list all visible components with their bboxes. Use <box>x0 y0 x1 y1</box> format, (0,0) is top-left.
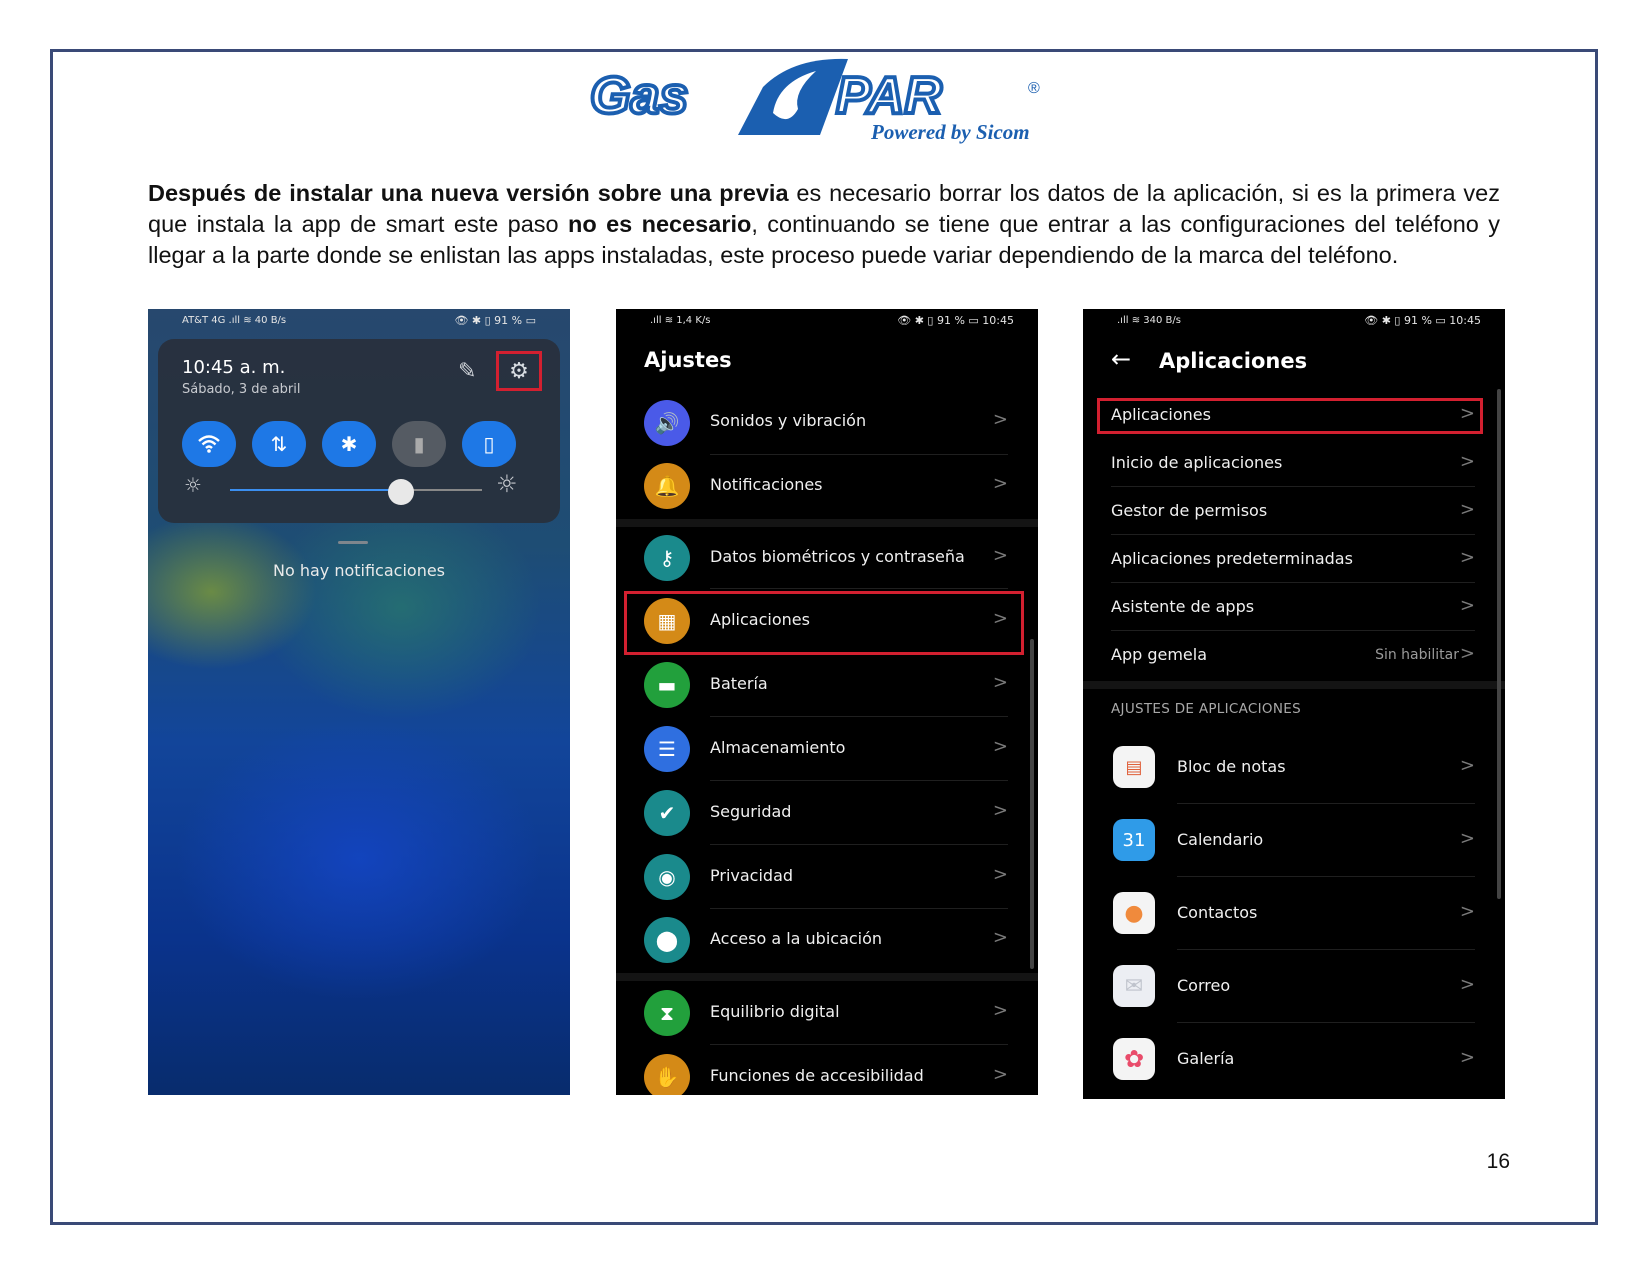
settings-item-biometrics[interactable] <box>616 527 1038 589</box>
apps-item-label: Aplicaciones predeterminadas <box>1111 549 1353 568</box>
gaspar-logo <box>588 57 1068 149</box>
apps-item-label: Aplicaciones <box>1111 405 1211 424</box>
chevron-right-icon: > <box>1459 974 1475 995</box>
brightness-slider[interactable] <box>230 489 482 491</box>
panel-drag-handle[interactable] <box>338 541 368 544</box>
apps-item-assistant[interactable] <box>1083 583 1505 631</box>
settings-item-label: Notificaciones <box>710 475 823 494</box>
chevron-right-icon: > <box>992 608 1008 629</box>
screenshot-notification-shade <box>148 309 570 1095</box>
logo-registered-mark: ® <box>1028 80 1040 97</box>
chevron-right-icon: > <box>992 864 1008 885</box>
status-bar <box>616 309 1038 333</box>
chevron-right-icon: > <box>1459 499 1475 520</box>
page-number: 16 <box>1486 1150 1510 1173</box>
intro-bold-2: no es necesario <box>568 211 752 237</box>
settings-item-label: Seguridad <box>710 802 792 821</box>
settings-item-digital-balance[interactable] <box>616 981 1038 1045</box>
settings-item-label: Datos biométricos y contraseña <box>710 547 965 566</box>
apps-item-twin-app[interactable] <box>1083 631 1505 679</box>
status-right: 👁 ✱ ▯ 91 % ▭ <box>454 314 536 327</box>
apps-item-label: App gemela <box>1111 645 1208 664</box>
app-row-mail[interactable] <box>1083 950 1505 1023</box>
intro-text-1: es necesario borrar los datos de la aplicación, si es la primera vez que instala la app de smart este paso <box>148 180 1500 237</box>
logo-brand-left: Gas <box>590 67 689 125</box>
status-right: 👁 ✱ ▯ 91 % ▭ 10:45 <box>897 314 1014 327</box>
settings-item-label: Aplicaciones <box>710 610 810 629</box>
page-title: Aplicaciones <box>1159 349 1308 373</box>
chevron-right-icon: > <box>992 736 1008 757</box>
edit-icon[interactable]: ✎ <box>458 359 477 384</box>
logo-tagline: Powered by Sicom <box>871 120 1030 144</box>
chevron-right-icon: > <box>1459 403 1475 424</box>
intro-text-2: , continuando se tiene que entrar a las configuraciones del teléfono y llegar a la parte donde se enlistan las apps instaladas, este proceso puede variar dependiendo de la marca del teléfono. <box>148 211 1501 268</box>
chevron-right-icon: > <box>992 672 1008 693</box>
chevron-right-icon: > <box>992 473 1008 494</box>
flashlight-icon[interactable]: ▮ <box>392 421 446 467</box>
section-header: AJUSTES DE APLICACIONES <box>1111 701 1301 717</box>
storage-icon: ☰ <box>644 726 690 772</box>
settings-item-sounds[interactable] <box>616 391 1038 455</box>
intro-paragraph <box>148 178 1500 271</box>
status-left: .ıll ≋ 340 B/s <box>1117 315 1181 326</box>
app-row-label: Galería <box>1177 1049 1235 1068</box>
shield-icon: ✔ <box>644 790 690 836</box>
settings-item-privacy[interactable] <box>616 845 1038 909</box>
chevron-right-icon: > <box>1459 547 1475 568</box>
apps-item-startup[interactable] <box>1083 439 1505 487</box>
vibrate-icon[interactable]: ▯ <box>462 421 516 467</box>
status-right: 👁 ✱ ▯ 91 % ▭ 10:45 <box>1364 314 1481 327</box>
highlight-box-applications <box>1097 398 1483 434</box>
quick-settings-panel <box>158 339 560 523</box>
location-pin-icon: ⬤ <box>644 917 690 963</box>
page-title: Ajustes <box>644 348 732 372</box>
chevron-right-icon: > <box>992 1000 1008 1021</box>
logo-brand-right: PAR <box>836 67 942 125</box>
twin-app-status: Sin habilitar <box>1375 647 1459 663</box>
settings-item-label: Equilibrio digital <box>710 1002 840 1021</box>
apps-item-defaults[interactable] <box>1083 535 1505 583</box>
app-row-calendar[interactable] <box>1083 804 1505 877</box>
back-arrow-icon[interactable]: ← <box>1111 345 1132 373</box>
highlight-box-apps <box>624 591 1024 655</box>
screenshot-apps-settings <box>1083 309 1505 1099</box>
mobile-data-icon[interactable]: ⇅ <box>252 421 306 467</box>
intro-bold-1: Después de instalar una nueva versión sobre una previa <box>148 180 789 206</box>
app-row-label: Correo <box>1177 976 1231 995</box>
settings-item-label: Privacidad <box>710 866 794 885</box>
status-bar <box>148 309 570 333</box>
settings-item-label: Sonidos y vibración <box>710 411 867 430</box>
settings-item-label: Almacenamiento <box>710 738 846 757</box>
chevron-right-icon: > <box>992 1064 1008 1085</box>
status-left: AT&T 4G .ıll ≋ 40 B/s <box>182 315 287 326</box>
chevron-right-icon: > <box>1459 451 1475 472</box>
speaker-icon: 🔊 <box>644 400 690 446</box>
chevron-right-icon: > <box>992 545 1008 566</box>
key-icon: ⚷ <box>644 535 690 581</box>
battery-icon: ▬ <box>644 662 690 708</box>
settings-item-notifications[interactable] <box>616 455 1038 517</box>
bluetooth-icon[interactable]: ✱ <box>322 421 376 467</box>
wifi-icon[interactable] <box>182 421 236 467</box>
app-row-label: Calendario <box>1177 830 1264 849</box>
brightness-low-icon: ☼ <box>184 473 202 497</box>
no-notifications-text: No hay notificaciones <box>272 561 446 580</box>
hourglass-icon: ⧗ <box>644 990 690 1036</box>
app-row-notes[interactable] <box>1083 731 1505 804</box>
chevron-right-icon: > <box>1459 828 1475 849</box>
apps-item-label: Asistente de apps <box>1111 597 1255 616</box>
chevron-right-icon: > <box>1459 1047 1475 1068</box>
settings-item-accessibility[interactable] <box>616 1045 1038 1095</box>
chevron-right-icon: > <box>992 409 1008 430</box>
status-left: .ıll ≋ 1,4 K/s <box>650 315 711 326</box>
chevron-right-icon: > <box>1459 643 1475 664</box>
scrollbar[interactable] <box>1497 389 1501 899</box>
contacts-icon: ● <box>1113 892 1155 934</box>
apps-item-permissions[interactable] <box>1083 487 1505 535</box>
chevron-right-icon: > <box>992 927 1008 948</box>
settings-item-label: Acceso a la ubicación <box>710 929 883 948</box>
notepad-icon: ▤ <box>1113 746 1155 788</box>
app-row-gallery[interactable] <box>1083 1023 1505 1096</box>
bell-icon: 🔔 <box>644 463 690 509</box>
settings-item-label: Batería <box>710 674 768 693</box>
settings-item-storage[interactable] <box>616 717 1038 781</box>
screenshot-settings <box>616 309 1038 1095</box>
section-divider <box>616 519 1038 527</box>
apps-item-label: Inicio de aplicaciones <box>1111 453 1283 472</box>
app-row-label: Contactos <box>1177 903 1258 922</box>
calendar-icon: 31 <box>1113 819 1155 861</box>
gallery-flower-icon: ✿ <box>1113 1038 1155 1080</box>
status-bar <box>1083 309 1505 333</box>
apps-grid-icon: ▦ <box>644 598 690 644</box>
chevron-right-icon: > <box>1459 755 1475 776</box>
chevron-right-icon: > <box>992 800 1008 821</box>
brightness-slider-knob[interactable] <box>388 479 414 505</box>
clock-date: Sábado, 3 de abril <box>182 382 301 397</box>
settings-item-security[interactable] <box>616 781 1038 845</box>
scrollbar[interactable] <box>1030 639 1034 969</box>
chevron-right-icon: > <box>1459 595 1475 616</box>
app-row-label: Bloc de notas <box>1177 757 1286 776</box>
brightness-high-icon: ☼ <box>496 470 518 498</box>
clock-time: 10:45 a. m. <box>182 357 286 378</box>
privacy-icon: ◉ <box>644 854 690 900</box>
settings-item-location[interactable] <box>616 909 1038 971</box>
apps-item-label: Gestor de permisos <box>1111 501 1268 520</box>
settings-item-battery[interactable] <box>616 653 1038 717</box>
chevron-right-icon: > <box>1459 901 1475 922</box>
hand-icon: ✋ <box>644 1054 690 1095</box>
settings-item-label: Funciones de accesibilidad <box>710 1066 924 1085</box>
section-divider <box>1083 681 1505 689</box>
app-row-contacts[interactable] <box>1083 877 1505 950</box>
section-divider <box>616 973 1038 981</box>
mail-envelope-icon: ✉ <box>1113 965 1155 1007</box>
settings-icon[interactable]: ⚙ <box>496 351 542 391</box>
